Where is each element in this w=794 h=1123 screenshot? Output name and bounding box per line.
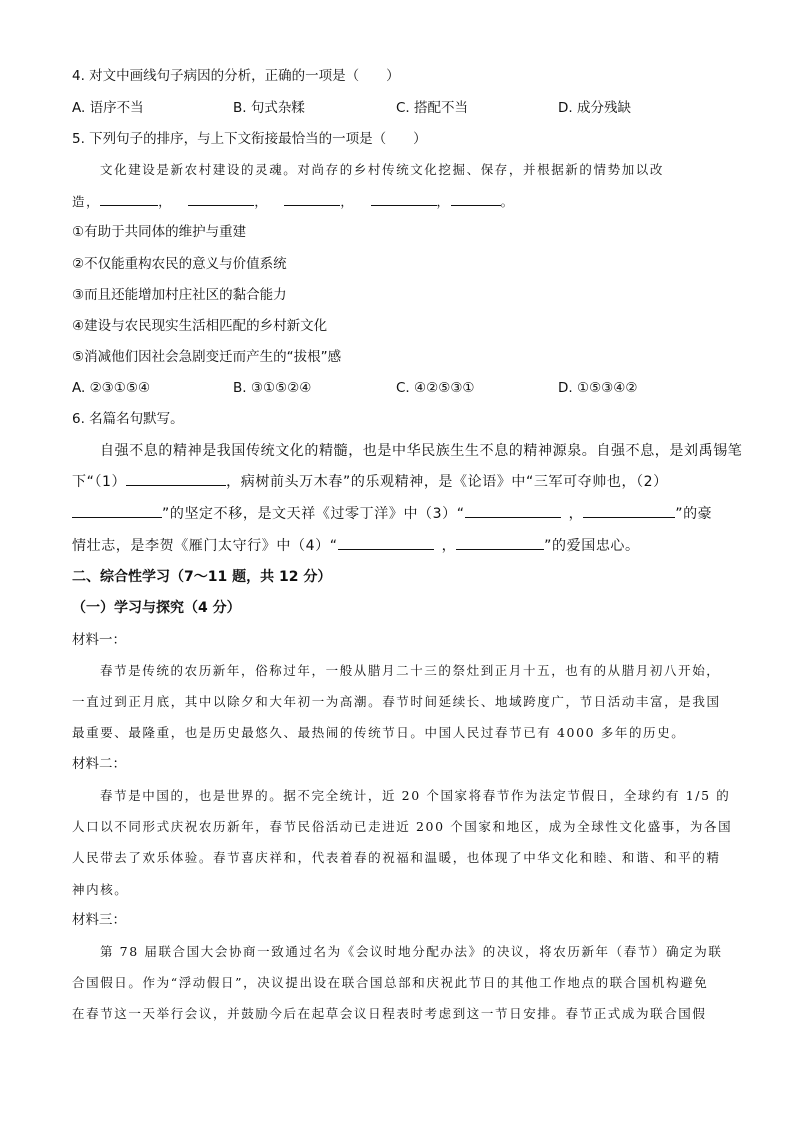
- question-5-option-b[interactable]: B. ③①⑤②④: [233, 380, 312, 396]
- section-2-title: 二、综合性学习（7～11 题，共 12 分）: [72, 569, 332, 585]
- blank-6-4a[interactable]: [338, 536, 434, 550]
- blank-3[interactable]: [284, 192, 340, 206]
- material-1-line-1: 春节是传统的农历新年，俗称过年，一般从腊月二十三的祭灶到正月十五，也有的从腊月初八开始，: [100, 663, 721, 678]
- blank-6-3a[interactable]: [465, 504, 561, 518]
- blank-5[interactable]: [451, 192, 501, 206]
- question-4-option-b[interactable]: B. 句式杂糅: [233, 100, 305, 116]
- question-4-stem: 4. 对文中画线句子病因的分析，正确的一项是（ ）: [72, 68, 400, 84]
- blank-6-1[interactable]: [126, 472, 226, 486]
- question-4-option-c[interactable]: C. 搭配不当: [396, 100, 469, 116]
- blank-4[interactable]: [371, 192, 437, 206]
- material-2-line-2: 人口以不同形式庆祝农历新年，春节民俗活动已走进近 200 个国家和地区，成为全球性文化盛事，为各国: [72, 819, 733, 834]
- question-5-passage-line-2: 造， ， ， ， ， 。: [72, 194, 515, 209]
- section-2-subtitle: （一）学习与探究（4 分）: [72, 600, 241, 616]
- sentence-4: ④建设与农民现实生活相匹配的乡村新文化: [72, 318, 328, 334]
- question-4-option-d[interactable]: D. 成分残缺: [558, 100, 631, 116]
- material-3-line-1: 第 78 届联合国大会协商一致通过名为《会议时地分配办法》的决议，将农历新年（春节）确定为联: [100, 944, 723, 959]
- question-6-line-3: ”的坚定不移，是文天祥《过零丁洋》中（3）“ ， ”的豪: [72, 504, 712, 524]
- sentence-2: ②不仅能重构农民的意义与价值系统: [72, 256, 287, 272]
- question-6-line-1: 自强不息的精神是我国传统文化的精髓，也是中华民族生生不息的精神源泉。自强不息，是刘禹锡笔: [100, 443, 743, 459]
- sentence-5: ⑤消减他们因社会急剧变迁而产生的“拔根”感: [72, 349, 342, 365]
- material-2-line-3: 人民带去了欢乐体验。春节喜庆祥和，代表着春的祝福和温暖，也体现了中华文化和睦、和谐、和平的精: [72, 850, 721, 865]
- question-5-stem: 5. 下列句子的排序，与上下文衔接最恰当的一项是（ ）: [72, 131, 427, 147]
- material-3-label: 材料三：: [72, 912, 126, 928]
- question-5-option-c[interactable]: C. ④②⑤③①: [396, 380, 475, 396]
- passage-prefix: 造，: [72, 194, 101, 209]
- blank-6-4b[interactable]: [456, 536, 544, 550]
- question-5-option-a[interactable]: A. ②③①⑤④: [72, 380, 151, 396]
- material-2-line-4: 神内核。: [72, 882, 129, 897]
- question-5-option-d[interactable]: D. ①⑤③④②: [558, 380, 638, 396]
- blank-6-2[interactable]: [72, 504, 162, 518]
- question-6-stem: 6. 名篇名句默写。: [72, 411, 184, 427]
- sentence-1: ①有助于共同体的维护与重建: [72, 224, 247, 240]
- question-6-line-4: 情壮志，是李贺《雁门太守行》中（4）“ ， ”的爱国忠心。: [72, 538, 640, 554]
- material-1-line-3: 最重要、最隆重，也是历史最悠久、最热闹的传统节日。中国人民过春节已有 4000 多年的历史。: [72, 725, 686, 740]
- material-2-label: 材料二：: [72, 756, 126, 772]
- blank-2[interactable]: [188, 192, 254, 206]
- material-3-line-2: 合国假日。作为“浮动假日”，决议提出设在联合国总部和庆祝此节日的其他工作地点的联合国机构避免: [72, 975, 709, 990]
- material-1-line-2: 一直过到正月底，其中以除夕和大年初一为高潮。春节时间延续长、地域跨度广，节日活动丰富，是我国: [72, 694, 721, 709]
- sentence-3: ③而且还能增加村庄社区的黏合能力: [72, 287, 287, 303]
- blank-6-3b[interactable]: [583, 504, 675, 518]
- question-5-passage-line-1: 文化建设是新农村建设的灵魂。对尚存的乡村传统文化挖掘、保存，并根据新的情势加以改: [100, 162, 665, 177]
- material-1-label: 材料一：: [72, 632, 126, 648]
- question-6-line-2: 下“（1） ，病树前头万木春”的乐观精神，是《论语》中“三军可夺帅也，（2）: [72, 474, 668, 490]
- question-4-option-a[interactable]: A. 语序不当: [72, 100, 144, 116]
- material-2-line-1: 春节是中国的，也是世界的。据不完全统计，近 20 个国家将春节作为法定节假日，全球约有 1/5 的: [100, 788, 731, 803]
- blank-1[interactable]: [100, 192, 158, 206]
- material-3-line-3: 在春节这一天举行会议，并鼓励今后在起草会议日程表时考虑到这一节日安排。春节正式成为联合国假: [72, 1006, 707, 1021]
